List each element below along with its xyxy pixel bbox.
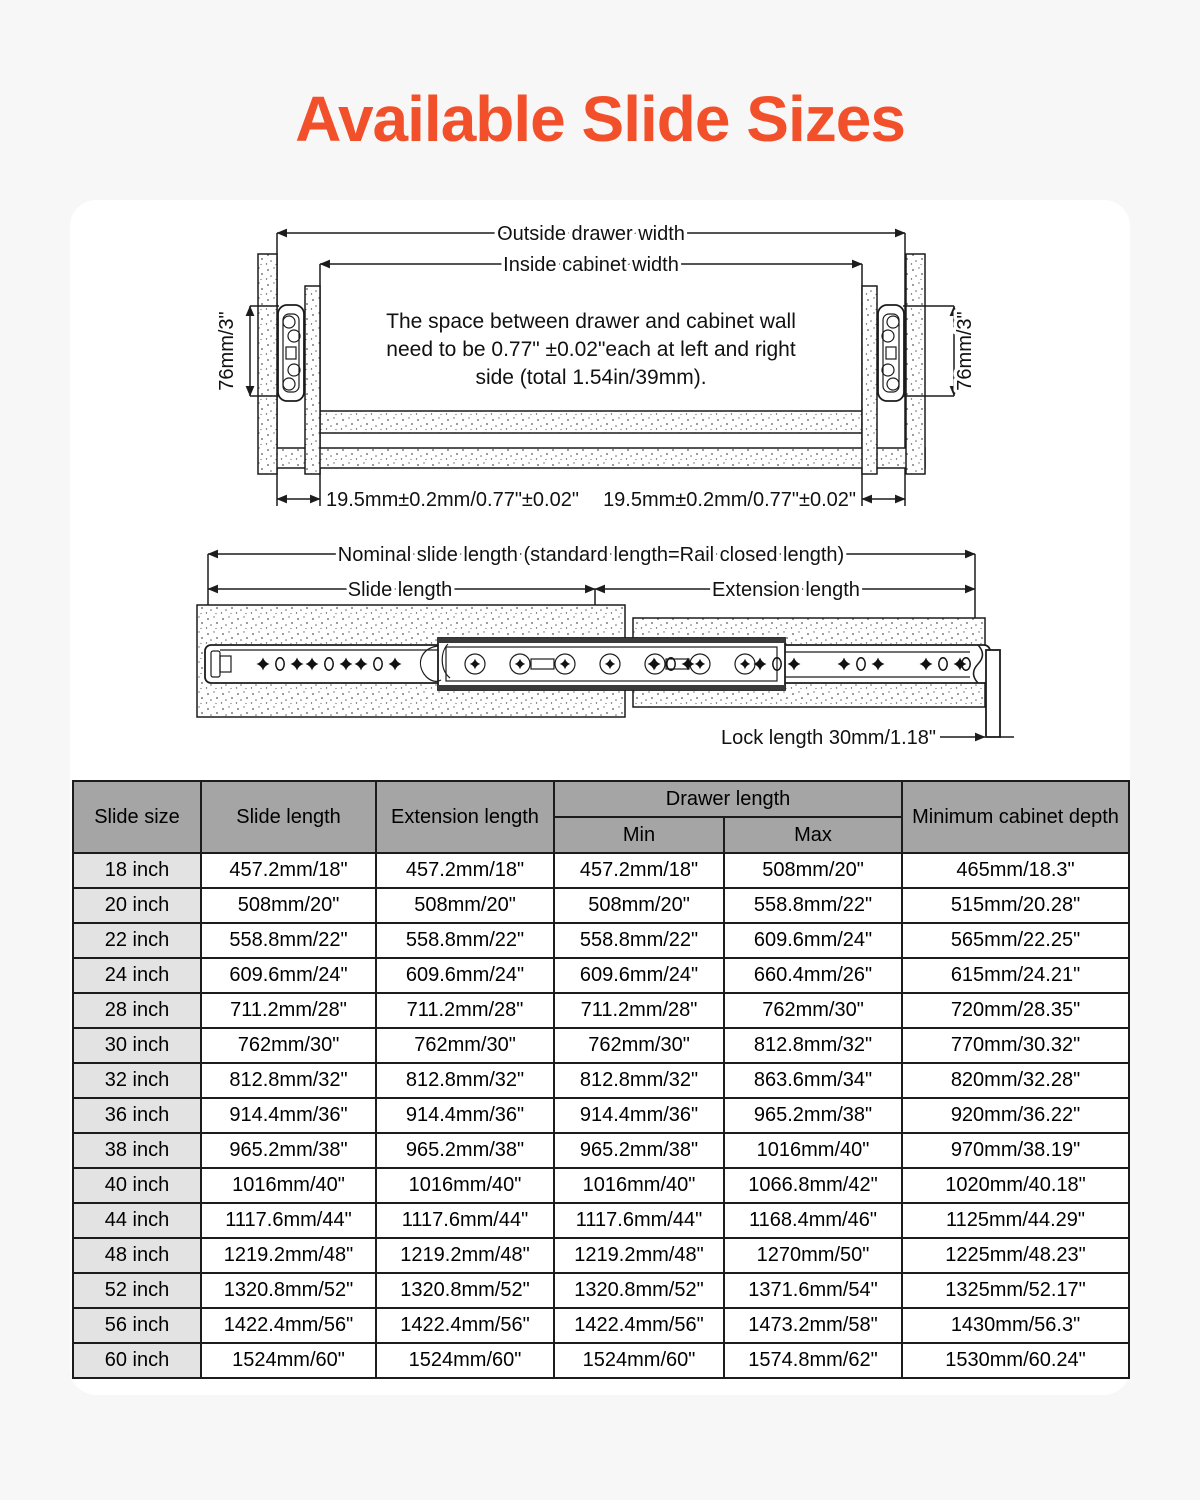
table-cell-extension: 711.2mm/28" [376,993,554,1028]
table-cell-min: 508mm/20" [554,888,724,923]
table-cell-max: 1574.8mm/62" [724,1343,902,1378]
table-cell-min: 609.6mm/24" [554,958,724,993]
table-row [73,1028,1129,1063]
table-cell-max: 508mm/20" [724,853,902,888]
table-cell-slide: 711.2mm/28" [201,993,376,1028]
table-header-row [73,781,1129,817]
table-cell-max: 660.4mm/26" [724,958,902,993]
table-cell-depth: 565mm/22.25" [902,923,1129,958]
table-row [73,1238,1129,1273]
lock-pin [986,650,1000,737]
table-row [73,1308,1129,1343]
table-row [73,958,1129,993]
cross-section-diagram [70,206,1130,536]
dim-label-gap-left: 19.5mm±0.2mm/0.77"±0.02" [326,489,579,511]
dim-label-slide-height-right: 76mm/3" [954,311,976,391]
table-cell-max: 558.8mm/22" [724,888,902,923]
table-row [73,1343,1129,1378]
header-max: Max [724,817,902,853]
table-cell-max: 762mm/30" [724,993,902,1028]
header-min: Min [554,817,724,853]
slide-length-diagram [70,540,1130,775]
table-cell-depth: 1125mm/44.29" [902,1203,1129,1238]
header-slide-length: Slide length [201,781,376,853]
table-cell-slide: 914.4mm/36" [201,1098,376,1133]
table-cell-slide: 457.2mm/18" [201,853,376,888]
table-row [73,1133,1129,1168]
table-row [73,1203,1129,1238]
drawer-bottom-board [320,411,862,433]
table-cell-depth: 1225mm/48.23" [902,1238,1129,1273]
table-cell-size: 56 inch [73,1308,201,1343]
table-cell-size: 40 inch [73,1168,201,1203]
table-cell-size: 24 inch [73,958,201,993]
table-row [73,1273,1129,1308]
table-cell-size: 36 inch [73,1098,201,1133]
table-cell-slide: 1422.4mm/56" [201,1308,376,1343]
table-cell-max: 1066.8mm/42" [724,1168,902,1203]
table-cell-slide: 558.8mm/22" [201,923,376,958]
clearance-note-line1: The space between drawer and cabinet wall [386,310,796,333]
dim-label-extension-length: Extension length [712,579,860,601]
header-extension-length: Extension length [376,781,554,853]
table-row [73,923,1129,958]
table-cell-size: 52 inch [73,1273,201,1308]
table-row [73,1063,1129,1098]
table-cell-slide: 812.8mm/32" [201,1063,376,1098]
table-cell-depth: 1325mm/52.17" [902,1273,1129,1308]
table-cell-slide: 609.6mm/24" [201,958,376,993]
table-cell-extension: 558.8mm/22" [376,923,554,958]
clearance-note-line3: side (total 1.54in/39mm). [475,366,707,389]
table-cell-min: 1117.6mm/44" [554,1203,724,1238]
table-cell-size: 18 inch [73,853,201,888]
table-cell-depth: 1020mm/40.18" [902,1168,1129,1203]
table-cell-size: 30 inch [73,1028,201,1063]
table-cell-max: 965.2mm/38" [724,1098,902,1133]
dim-label-outside-drawer-width: Outside drawer width [497,223,685,245]
table-row [73,1168,1129,1203]
header-min-cabinet-depth: Minimum cabinet depth [902,781,1129,853]
table-cell-extension: 1117.6mm/44" [376,1203,554,1238]
table-cell-max: 1473.2mm/58" [724,1308,902,1343]
table-cell-extension: 1219.2mm/48" [376,1238,554,1273]
table-cell-extension: 1524mm/60" [376,1343,554,1378]
drawer-wall-left [305,286,320,474]
table-cell-min: 812.8mm/32" [554,1063,724,1098]
clearance-note-line2: need to be 0.77" ±0.02"each at left and right [386,338,796,361]
table-cell-min: 914.4mm/36" [554,1098,724,1133]
table-cell-max: 1016mm/40" [724,1133,902,1168]
table-cell-max: 1270mm/50" [724,1238,902,1273]
table-cell-depth: 920mm/36.22" [902,1098,1129,1133]
table-cell-slide: 1524mm/60" [201,1343,376,1378]
table-cell-depth: 515mm/20.28" [902,888,1129,923]
table-cell-size: 28 inch [73,993,201,1028]
table-row [73,1098,1129,1133]
bearing-carriage [420,638,785,690]
table-cell-depth: 720mm/28.35" [902,993,1129,1028]
table-cell-size: 60 inch [73,1343,201,1378]
table-cell-min: 1524mm/60" [554,1343,724,1378]
header-drawer-length: Drawer length [554,781,902,817]
dim-label-lock-length: Lock length 30mm/1.18" [721,727,936,749]
table-cell-min: 1320.8mm/52" [554,1273,724,1308]
table-cell-min: 762mm/30" [554,1028,724,1063]
table-cell-slide: 1117.6mm/44" [201,1203,376,1238]
table-cell-extension: 457.2mm/18" [376,853,554,888]
table-cell-depth: 615mm/24.21" [902,958,1129,993]
spec-panel [70,200,1130,1395]
table-cell-max: 609.6mm/24" [724,923,902,958]
slide-table-body [73,853,1129,1378]
table-cell-slide: 762mm/30" [201,1028,376,1063]
table-cell-slide: 965.2mm/38" [201,1133,376,1168]
table-cell-depth: 1430mm/56.3" [902,1308,1129,1343]
table-cell-extension: 609.6mm/24" [376,958,554,993]
table-cell-extension: 914.4mm/36" [376,1098,554,1133]
table-cell-min: 711.2mm/28" [554,993,724,1028]
table-cell-extension: 762mm/30" [376,1028,554,1063]
table-row [73,853,1129,888]
table-cell-min: 1016mm/40" [554,1168,724,1203]
cabinet-wall-left [258,254,277,474]
table-cell-max: 812.8mm/32" [724,1028,902,1063]
table-cell-size: 48 inch [73,1238,201,1273]
table-cell-min: 1219.2mm/48" [554,1238,724,1273]
table-cell-depth: 1530mm/60.24" [902,1343,1129,1378]
table-cell-min: 558.8mm/22" [554,923,724,958]
table-cell-extension: 812.8mm/32" [376,1063,554,1098]
cabinet-wall-right [906,254,925,474]
table-cell-depth: 770mm/30.32" [902,1028,1129,1063]
table-cell-max: 1371.6mm/54" [724,1273,902,1308]
table-cell-size: 32 inch [73,1063,201,1098]
table-cell-extension: 965.2mm/38" [376,1133,554,1168]
table-cell-slide: 1219.2mm/48" [201,1238,376,1273]
table-cell-extension: 1422.4mm/56" [376,1308,554,1343]
dim-label-gap-right: 19.5mm±0.2mm/0.77"±0.02" [603,489,856,511]
table-cell-max: 1168.4mm/46" [724,1203,902,1238]
table-cell-min: 457.2mm/18" [554,853,724,888]
drawer-wall-right [862,286,877,474]
dim-label-nominal-length: Nominal slide length (standard length=Rail closed length) [337,544,845,566]
header-slide-size: Slide size [73,781,201,853]
table-cell-depth: 820mm/32.28" [902,1063,1129,1098]
table-cell-size: 38 inch [73,1133,201,1168]
table-cell-slide: 508mm/20" [201,888,376,923]
dim-label-slide-length: Slide length [347,579,453,601]
table-cell-size: 20 inch [73,888,201,923]
table-row [73,993,1129,1028]
table-cell-size: 22 inch [73,923,201,958]
table-cell-size: 44 inch [73,1203,201,1238]
cabinet-bottom-board [265,448,925,468]
table-cell-depth: 465mm/18.3" [902,853,1129,888]
table-cell-min: 1422.4mm/56" [554,1308,724,1343]
table-cell-slide: 1320.8mm/52" [201,1273,376,1308]
slide-sizes-table [72,780,1130,1379]
table-row [73,888,1129,923]
table-cell-extension: 1016mm/40" [376,1168,554,1203]
table-cell-slide: 1016mm/40" [201,1168,376,1203]
table-cell-extension: 508mm/20" [376,888,554,923]
table-cell-max: 863.6mm/34" [724,1063,902,1098]
table-cell-extension: 1320.8mm/52" [376,1273,554,1308]
table-cell-depth: 970mm/38.19" [902,1133,1129,1168]
table-cell-min: 965.2mm/38" [554,1133,724,1168]
page-title: Available Slide Sizes [295,83,905,155]
dim-label-slide-height-left: 76mm/3" [216,311,238,391]
dim-label-inside-cabinet-width: Inside cabinet width [503,254,679,276]
